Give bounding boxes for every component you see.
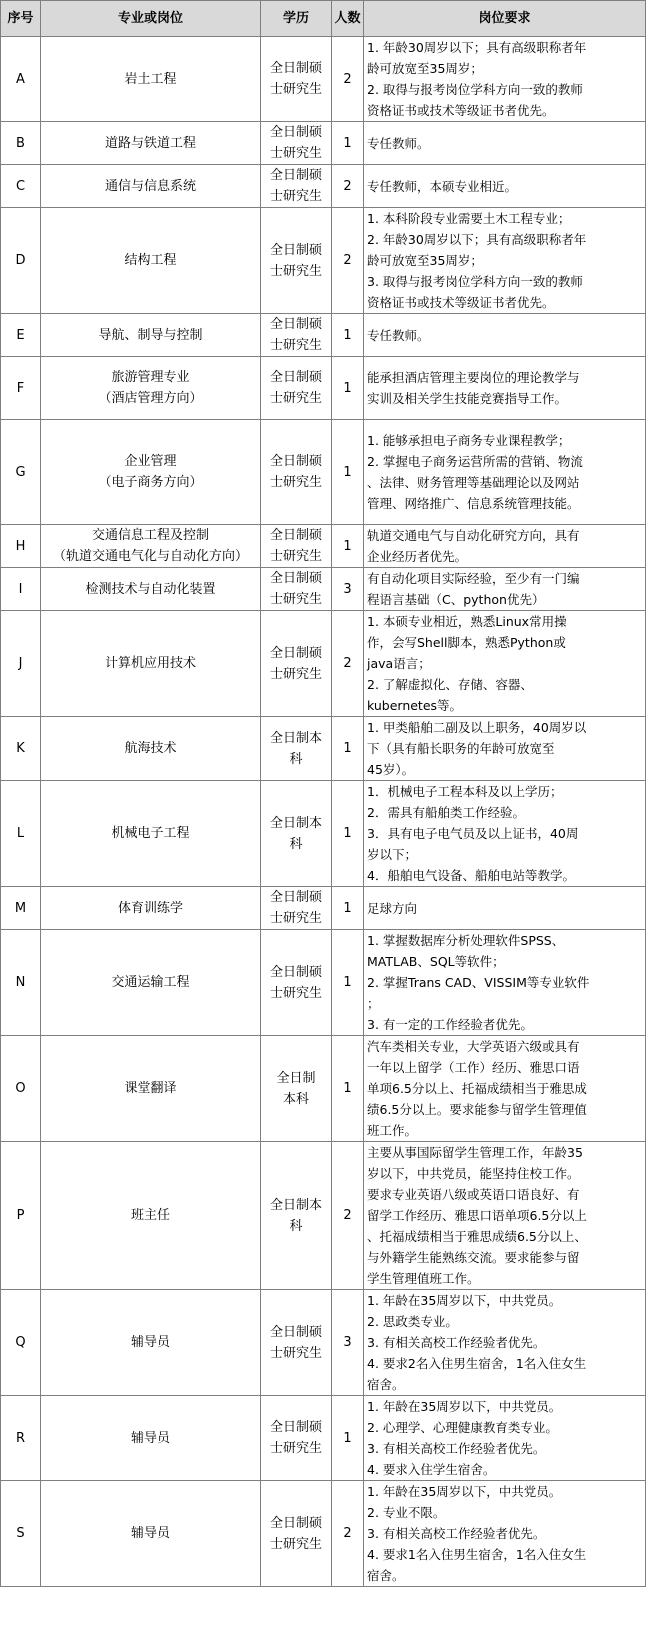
cell-major-or-position: 导航、制导与控制	[41, 314, 261, 357]
cell-major-or-position: 企业管理 （电子商务方向）	[41, 420, 261, 525]
cell-headcount: 1	[332, 1396, 364, 1481]
cell-serial-number: L	[1, 781, 41, 887]
table-row	[1, 887, 646, 930]
cell-education: 全日制硕 士研究生	[261, 887, 332, 930]
cell-headcount: 1	[332, 930, 364, 1036]
cell-education: 全日制本 科	[261, 781, 332, 887]
cell-serial-number: K	[1, 717, 41, 781]
cell-education: 全日制硕 士研究生	[261, 165, 332, 208]
cell-education: 全日制硕 士研究生	[261, 37, 332, 122]
cell-headcount: 2	[332, 611, 364, 717]
cell-major-or-position: 机械电子工程	[41, 781, 261, 887]
cell-serial-number: I	[1, 568, 41, 611]
cell-education: 全日制硕 士研究生	[261, 611, 332, 717]
cell-requirements: 1. 年龄在35周岁以下，中共党员。 2. 专业不限。 3. 有相关高校工作经验者优先。 4. 要求1名入住男生宿舍，1名入住女生 宿舍。	[364, 1481, 646, 1587]
table-row	[1, 1481, 646, 1587]
table-row	[1, 1396, 646, 1481]
table-row	[1, 525, 646, 568]
cell-requirements: 足球方向	[364, 887, 646, 930]
cell-major-or-position: 检测技术与自动化装置	[41, 568, 261, 611]
cell-serial-number: H	[1, 525, 41, 568]
cell-serial-number: J	[1, 611, 41, 717]
cell-serial-number: O	[1, 1036, 41, 1142]
cell-serial-number: M	[1, 887, 41, 930]
cell-headcount: 1	[332, 357, 364, 420]
cell-education: 全日制硕 士研究生	[261, 122, 332, 165]
table-row	[1, 37, 646, 122]
table-row	[1, 165, 646, 208]
cell-serial-number: S	[1, 1481, 41, 1587]
table-header-row	[1, 1, 646, 37]
cell-major-or-position: 计算机应用技术	[41, 611, 261, 717]
cell-education: 全日制硕 士研究生	[261, 1290, 332, 1396]
cell-education: 全日制硕 士研究生	[261, 1481, 332, 1587]
cell-requirements: 1. 年龄30周岁以下；具有高级职称者年 龄可放宽至35周岁； 2. 取得与报考岗位学科方向一致的教师 资格证书或技术等级证书者优先。	[364, 37, 646, 122]
cell-education: 全日制硕 士研究生	[261, 1396, 332, 1481]
header-serial-number: 序号	[1, 1, 41, 37]
table-row	[1, 568, 646, 611]
cell-major-or-position: 辅导员	[41, 1481, 261, 1587]
table-row	[1, 1142, 646, 1290]
table-row	[1, 930, 646, 1036]
table-row	[1, 314, 646, 357]
cell-requirements: 轨道交通电气与自动化研究方向，具有 企业经历者优先。	[364, 525, 646, 568]
cell-serial-number: E	[1, 314, 41, 357]
cell-requirements: 汽车类相关专业，大学英语六级或具有 一年以上留学（工作）经历、雅思口语 单项6.5分以上、托福成绩相当于雅思成 绩6.5分以上。要求能参与留学生管理值 班工作。	[364, 1036, 646, 1142]
cell-education: 全日制本 科	[261, 717, 332, 781]
cell-headcount: 1	[332, 717, 364, 781]
cell-major-or-position: 航海技术	[41, 717, 261, 781]
cell-major-or-position: 旅游管理专业 （酒店管理方向）	[41, 357, 261, 420]
table-body	[1, 37, 646, 1587]
cell-serial-number: A	[1, 37, 41, 122]
cell-headcount: 1	[332, 314, 364, 357]
table-row	[1, 1290, 646, 1396]
table-row	[1, 717, 646, 781]
table-row	[1, 357, 646, 420]
cell-requirements: 1. 本科阶段专业需要土木工程专业； 2. 年龄30周岁以下；具有高级职称者年 龄可放宽至35周岁； 3. 取得与报考岗位学科方向一致的教师 资格证书或技术等级证书者优先。	[364, 208, 646, 314]
cell-headcount: 2	[332, 1481, 364, 1587]
cell-major-or-position: 体育训练学	[41, 887, 261, 930]
cell-major-or-position: 岩土工程	[41, 37, 261, 122]
cell-requirements: 1. 能够承担电子商务专业课程教学； 2. 掌握电子商务运营所需的营销、物流 、法律、财务管理等基础理论以及网站 管理、网络推广、信息系统管理技能。	[364, 420, 646, 525]
cell-requirements: 1. 本硕专业相近，熟悉Linux常用操 作，会写Shell脚本，熟悉Python或 java语言； 2. 了解虚拟化、存储、容器、 kubernetes等。	[364, 611, 646, 717]
cell-serial-number: G	[1, 420, 41, 525]
cell-major-or-position: 结构工程	[41, 208, 261, 314]
cell-education: 全日制硕 士研究生	[261, 930, 332, 1036]
cell-requirements: 主要从事国际留学生管理工作，年龄35 岁以下，中共党员，能坚持住校工作。 要求专业英语八级或英语口语良好、有 留学工作经历、雅思口语单项6.5分以上 、托福成绩相当于雅思成绩6.5分以上、 与外籍学生能熟练交流。要求能参与留 学生管理值班工作。	[364, 1142, 646, 1290]
cell-major-or-position: 辅导员	[41, 1290, 261, 1396]
cell-headcount: 1	[332, 122, 364, 165]
cell-education: 全日制硕 士研究生	[261, 420, 332, 525]
cell-major-or-position: 道路与铁道工程	[41, 122, 261, 165]
cell-requirements: 专任教师，本硕专业相近。	[364, 165, 646, 208]
cell-requirements: 有自动化项目实际经验，至少有一门编 程语言基础（C、python优先）	[364, 568, 646, 611]
cell-headcount: 2	[332, 165, 364, 208]
cell-serial-number: P	[1, 1142, 41, 1290]
cell-serial-number: C	[1, 165, 41, 208]
cell-headcount: 1	[332, 781, 364, 887]
cell-headcount: 1	[332, 1036, 364, 1142]
cell-serial-number: R	[1, 1396, 41, 1481]
cell-major-or-position: 课堂翻译	[41, 1036, 261, 1142]
cell-headcount: 3	[332, 1290, 364, 1396]
cell-requirements: 1. 甲类船舶二副及以上职务，40周岁以 下（具有船长职务的年龄可放宽至 45岁）。	[364, 717, 646, 781]
cell-major-or-position: 通信与信息系统	[41, 165, 261, 208]
cell-headcount: 2	[332, 1142, 364, 1290]
cell-requirements: 专任教师。	[364, 314, 646, 357]
cell-major-or-position: 辅导员	[41, 1396, 261, 1481]
table-row	[1, 1036, 646, 1142]
cell-serial-number: B	[1, 122, 41, 165]
cell-major-or-position: 交通运输工程	[41, 930, 261, 1036]
cell-headcount: 2	[332, 37, 364, 122]
table-row	[1, 781, 646, 887]
cell-education: 全日制本 科	[261, 1142, 332, 1290]
cell-headcount: 1	[332, 887, 364, 930]
cell-requirements: 1．机械电子工程本科及以上学历； 2．需具有船舶类工作经验。 3．具有电子电气员及以上证书，40周 岁以下； 4．船舶电气设备、船舶电站等教学。	[364, 781, 646, 887]
cell-headcount: 3	[332, 568, 364, 611]
table-row	[1, 208, 646, 314]
header-headcount: 人数	[332, 1, 364, 37]
cell-requirements: 专任教师。	[364, 122, 646, 165]
cell-education: 全日制硕 士研究生	[261, 314, 332, 357]
cell-headcount: 1	[332, 420, 364, 525]
cell-education: 全日制硕 士研究生	[261, 208, 332, 314]
cell-headcount: 1	[332, 525, 364, 568]
header-major-or-position: 专业或岗位	[41, 1, 261, 37]
cell-serial-number: Q	[1, 1290, 41, 1396]
cell-requirements: 1. 年龄在35周岁以下，中共党员。 2. 思政类专业。 3. 有相关高校工作经验者优先。 4. 要求2名入住男生宿舍，1名入住女生 宿舍。	[364, 1290, 646, 1396]
header-requirements: 岗位要求	[364, 1, 646, 37]
cell-education: 全日制硕 士研究生	[261, 357, 332, 420]
cell-requirements: 1. 掌握数据库分析处理软件SPSS、 MATLAB、SQL等软件； 2. 掌握Trans CAD、VISSIM等专业软件 ； 3. 有一定的工作经验者优先。	[364, 930, 646, 1036]
header-education: 学历	[261, 1, 332, 37]
cell-serial-number: F	[1, 357, 41, 420]
cell-education: 全日制硕 士研究生	[261, 525, 332, 568]
cell-requirements: 能承担酒店管理主要岗位的理论教学与 实训及相关学生技能竞赛指导工作。	[364, 357, 646, 420]
cell-education: 全日制 本科	[261, 1036, 332, 1142]
cell-requirements: 1. 年龄在35周岁以下，中共党员。 2. 心理学、心理健康教育类专业。 3. 有相关高校工作经验者优先。 4. 要求入住学生宿舍。	[364, 1396, 646, 1481]
cell-serial-number: N	[1, 930, 41, 1036]
cell-education: 全日制硕 士研究生	[261, 568, 332, 611]
table-row	[1, 611, 646, 717]
table-row	[1, 420, 646, 525]
table-row	[1, 122, 646, 165]
cell-serial-number: D	[1, 208, 41, 314]
cell-major-or-position: 班主任	[41, 1142, 261, 1290]
cell-headcount: 2	[332, 208, 364, 314]
cell-major-or-position: 交通信息工程及控制 （轨道交通电气化与自动化方向）	[41, 525, 261, 568]
